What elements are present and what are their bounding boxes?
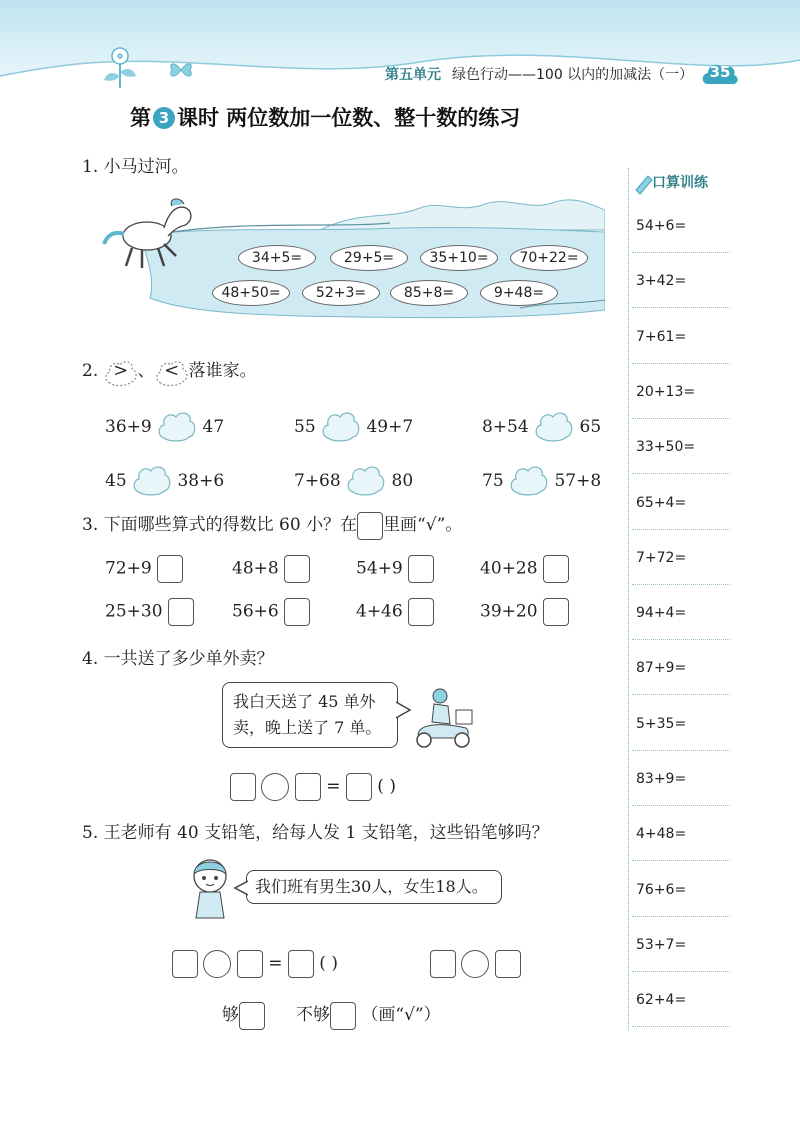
question-2-label — [82, 356, 257, 387]
question-4-label: 4. 一共送了多少单外卖？ — [82, 649, 274, 669]
not-enough-label: 不够 — [296, 1005, 330, 1025]
butterfly-icon — [168, 60, 194, 80]
compare-left: 55 — [294, 417, 316, 437]
sidebar-line — [632, 805, 730, 806]
question-3-tail: 里画“√”。 — [383, 515, 463, 535]
flower-icon — [98, 40, 148, 90]
less-than-sign: < — [164, 359, 180, 381]
bubble-line: 卖，晚上送了 7 单。 — [233, 718, 382, 737]
compare-right: 47 — [202, 417, 225, 437]
check-item — [105, 598, 194, 626]
check-item — [232, 598, 310, 626]
hint-text: （画“√”） — [361, 1005, 441, 1025]
speech-bubble — [222, 682, 398, 748]
unit-parentheses: ( ) — [377, 776, 396, 797]
operator-circle[interactable] — [461, 950, 489, 978]
equation-row — [172, 950, 338, 978]
sidebar-line — [632, 971, 730, 972]
sample-checkbox — [357, 512, 383, 540]
sidebar-item: 20+13= — [636, 383, 696, 400]
cloud-icon — [534, 408, 574, 442]
sidebar-line — [632, 252, 730, 253]
expression: 72+9 — [105, 558, 152, 579]
question-3-head: 3. 下面哪些算式的得数比 60 小？在 — [82, 515, 358, 535]
compare-left: 8+54 — [482, 417, 529, 437]
page-number-cloud — [700, 58, 740, 88]
check-item — [356, 598, 434, 626]
sidebar-item: 76+6= — [636, 881, 687, 898]
compare-right: 57+8 — [554, 471, 602, 491]
answer-cloud[interactable] — [321, 408, 361, 447]
sidebar-item: 94+4= — [636, 605, 687, 622]
compare-left: 75 — [482, 471, 504, 491]
answer-box[interactable] — [230, 773, 256, 801]
expression: 39+20 — [480, 601, 538, 622]
sidebar-line — [632, 694, 730, 695]
stepping-stone: 70+22= — [510, 245, 588, 271]
compare-right: 38+6 — [177, 471, 225, 491]
equation-row — [230, 773, 396, 801]
title-suffix: 课时 两位数加一位数、整十数的练习 — [177, 106, 521, 130]
enough-label: 够 — [222, 1005, 239, 1025]
sidebar-title-badge — [634, 170, 734, 196]
sidebar-item: 54+6= — [636, 218, 687, 234]
page-title — [130, 102, 520, 132]
page-number: 35 — [709, 63, 731, 81]
answer-box[interactable] — [346, 773, 372, 801]
answer-cloud[interactable] — [132, 462, 172, 501]
sidebar-line — [632, 529, 730, 530]
expression: 40+28 — [480, 558, 538, 579]
sidebar-item: 33+50= — [636, 439, 696, 456]
sidebar-item: 7+72= — [636, 549, 687, 566]
expression: 4+46 — [356, 601, 403, 622]
sidebar-line — [632, 1026, 730, 1027]
sidebar-line — [632, 639, 730, 640]
expression: 54+9 — [356, 558, 403, 579]
answer-checkbox[interactable] — [284, 598, 310, 626]
answer-box[interactable] — [288, 950, 314, 978]
sidebar-line — [632, 584, 730, 585]
compare-item — [482, 408, 601, 447]
compare-left: 7+68 — [294, 471, 341, 491]
answer-cloud[interactable] — [534, 408, 574, 447]
sidebar-item: 3+42= — [636, 273, 687, 290]
lesson-number-badge: 3 — [153, 107, 175, 129]
answer-box[interactable] — [295, 773, 321, 801]
bubble-tail — [234, 880, 248, 896]
answer-checkbox[interactable] — [168, 598, 194, 626]
enough-choice — [222, 1000, 265, 1030]
answer-cloud[interactable] — [157, 408, 197, 447]
compare-item — [105, 408, 224, 447]
stepping-stone: 52+3= — [302, 280, 380, 306]
sidebar-item: 65+4= — [636, 494, 687, 511]
operator-circle[interactable] — [203, 950, 231, 978]
speech-bubble: 我们班有男生30人，女生18人。 — [246, 870, 502, 904]
answer-cloud[interactable] — [104, 357, 138, 387]
sidebar-item: 87+9= — [636, 660, 687, 677]
answer-cloud[interactable] — [346, 462, 386, 501]
compare-item — [482, 462, 601, 501]
sidebar-item: 53+7= — [636, 936, 687, 953]
cloud-icon — [321, 408, 361, 442]
unit-parentheses: ( ) — [319, 953, 338, 974]
not-enough-choice — [296, 1000, 441, 1030]
operator-circle[interactable] — [261, 773, 289, 801]
answer-checkbox[interactable] — [543, 598, 569, 626]
cloud-icon — [157, 408, 197, 442]
sidebar-line — [632, 307, 730, 308]
separator: 、 — [137, 361, 155, 381]
check-item — [232, 555, 310, 583]
compare-item — [294, 408, 413, 447]
sidebar-item: 5+35= — [636, 715, 687, 732]
check-item — [105, 555, 183, 583]
sidebar-item: 62+4= — [636, 992, 687, 1009]
header-unit-title: 绿色行动——100 以内的加减法（一） — [452, 67, 694, 83]
not-enough-checkbox[interactable] — [330, 1002, 356, 1030]
sidebar-line — [632, 418, 730, 419]
sidebar-title: 口算训练 — [652, 175, 708, 191]
expression: 25+30 — [105, 601, 163, 622]
header-unit: 第五单元 — [385, 67, 441, 83]
stepping-stone: 9+48= — [480, 280, 558, 306]
stepping-stone: 85+8= — [390, 280, 468, 306]
stepping-stone: 35+10= — [420, 245, 498, 271]
answer-checkbox[interactable] — [408, 555, 434, 583]
answer-checkbox[interactable] — [157, 555, 183, 583]
equals-sign: = — [268, 953, 283, 974]
title-prefix: 第 — [130, 106, 151, 130]
answer-box[interactable] — [172, 950, 198, 978]
question-number: 2. — [82, 361, 99, 381]
sidebar-divider — [628, 168, 629, 1030]
expression: 48+8 — [232, 558, 279, 579]
answer-checkbox[interactable] — [284, 555, 310, 583]
sidebar-item: 83+9= — [636, 771, 687, 787]
compare-left: 45 — [105, 471, 127, 491]
compare-right: 49+7 — [366, 417, 414, 437]
stepping-stone: 48+50= — [212, 280, 290, 306]
question-5-label: 5. 王老师有 40 支铅笔，给每人发 1 支铅笔，这些铅笔够吗？ — [82, 823, 549, 843]
compare-item — [105, 462, 224, 501]
answer-checkbox[interactable] — [408, 598, 434, 626]
question-1-label: 1. 小马过河。 — [82, 157, 189, 177]
compare-right: 80 — [391, 471, 414, 491]
check-item — [480, 555, 569, 583]
sidebar-line — [632, 750, 730, 751]
delivery-scooter-icon — [410, 688, 480, 750]
sidebar-item: 4+48= — [636, 826, 687, 843]
bubble-line: 我白天送了 45 单外 — [233, 692, 376, 711]
answer-box[interactable] — [237, 950, 263, 978]
sidebar-line — [632, 363, 730, 364]
sidebar-line — [632, 473, 730, 474]
compare-right: 65 — [579, 417, 602, 437]
answer-box[interactable] — [495, 950, 521, 978]
greater-than-sign: > — [113, 359, 129, 381]
question-2-tail: 落谁家。 — [188, 361, 257, 381]
stepping-stone: 29+5= — [330, 245, 408, 271]
cloud-icon — [509, 462, 549, 496]
expression: 56+6 — [232, 601, 279, 622]
sidebar-line — [632, 916, 730, 917]
pony-icon — [102, 194, 202, 274]
cloud-icon — [346, 462, 386, 496]
answer-cloud[interactable] — [509, 462, 549, 501]
sidebar-line — [632, 860, 730, 861]
comparison-row — [430, 950, 521, 978]
enough-checkbox[interactable] — [239, 1002, 265, 1030]
cloud-icon — [132, 462, 172, 496]
question-3-label — [82, 510, 462, 540]
stepping-stone: 34+5= — [238, 245, 316, 271]
sidebar-item: 7+61= — [636, 328, 687, 345]
answer-checkbox[interactable] — [543, 555, 569, 583]
check-item — [480, 598, 569, 626]
girl-icon — [180, 852, 240, 922]
compare-item — [294, 462, 413, 501]
answer-box[interactable] — [430, 950, 456, 978]
answer-cloud[interactable] — [155, 357, 189, 387]
equals-sign: = — [326, 776, 341, 797]
check-item — [356, 555, 434, 583]
compare-left: 36+9 — [105, 417, 152, 437]
